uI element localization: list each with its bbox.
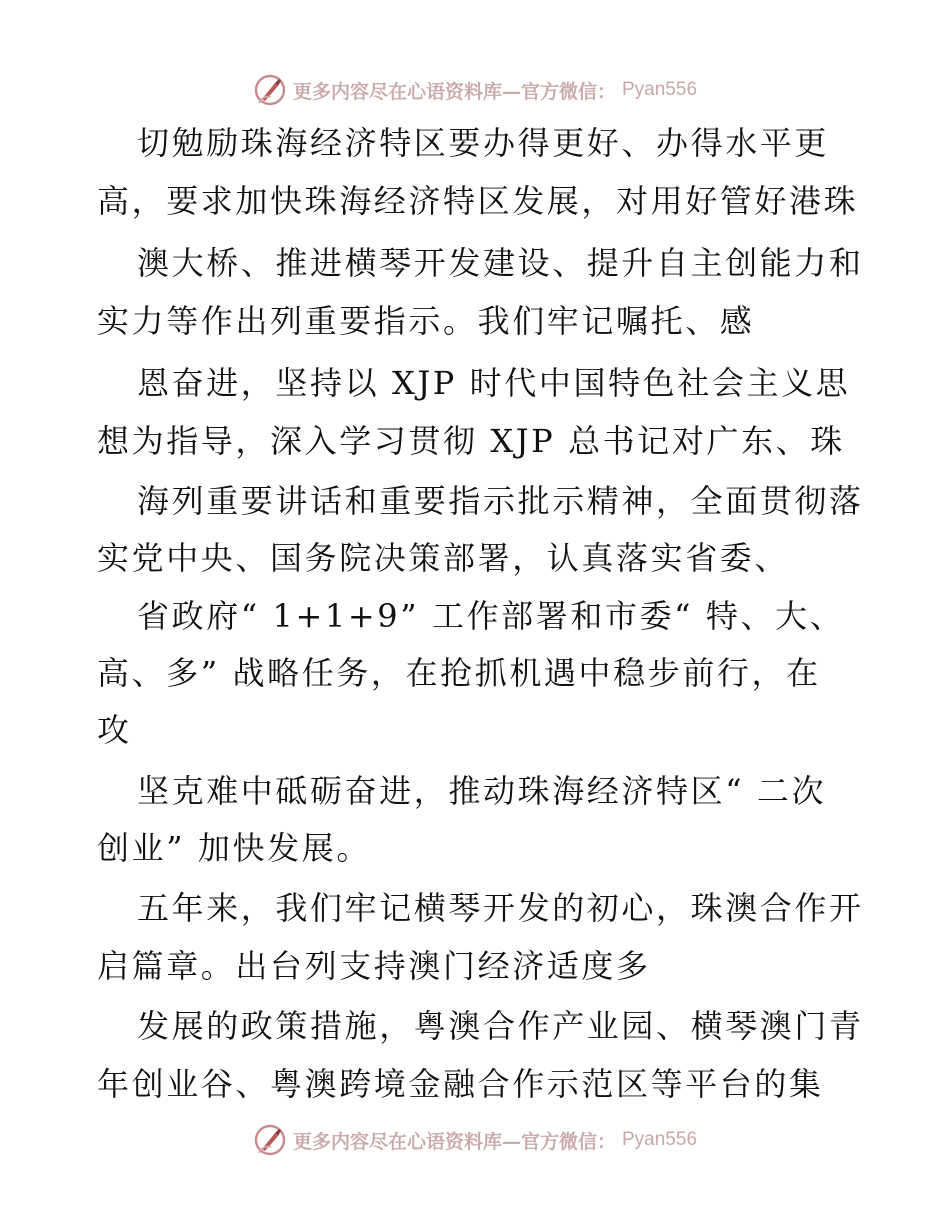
body-line: 启篇章。出台列支持澳门经济适度多 [97,947,651,985]
body-line: 切勉励珠海经济特区要办得更好、办得水平更 [137,124,830,162]
body-line: 创业” 加快发展。 [97,829,371,867]
pen-logo-icon [253,1123,287,1157]
footer-banner-text: 更多内容尽在心语资料库—官方微信： [292,1130,616,1153]
header-banner-wechat-id: Pyan556 [622,79,698,100]
header-banner-text: 更多内容尽在心语资料库—官方微信： [292,80,616,103]
body-line: 发展的政策措施，粤澳合作产业园、横琴澳门青 [137,1007,864,1045]
footer-watermark-banner [0,1120,950,1160]
body-line: 海列重要讲话和重要指示批示精神，全面贯彻落 [137,482,864,520]
pen-logo-icon [253,73,287,107]
body-line: 年创业谷、粤澳跨境金融合作示范区等平台的集 [97,1065,824,1103]
body-line: 澳大桥、推进横琴开发建设、提升自主创能力和 [137,244,864,282]
header-watermark-banner [0,70,950,110]
body-line: 坚克难中砥砺奋进，推动珠海经济特区“ 二次 [137,772,827,810]
body-line: 高、多” 战略任务，在抢抓机遇中稳步前行，在 [97,654,821,692]
body-line: 实党中央、国务院决策部署，认真落实省委、 [97,539,790,577]
body-line: 想为指导，深入学习贯彻 XJP 总书记对广东、珠 [97,422,845,460]
footer-banner-wechat-id: Pyan556 [622,1129,698,1150]
body-line: 攻 [97,711,132,749]
body-line: 实力等作出列重要指示。我们牢记嘱托、感 [97,302,755,340]
body-line: 五年来，我们牢记横琴开发的初心，珠澳合作开 [137,889,864,927]
body-line: 省政府“ 1+1+9” 工作部署和市委“ 特、大、 [137,597,845,635]
body-line: 恩奋进，坚持以 XJP 时代中国特色社会主义思 [137,364,851,402]
body-line: 高，要求加快珠海经济特区发展，对用好管好港珠 [97,182,859,220]
